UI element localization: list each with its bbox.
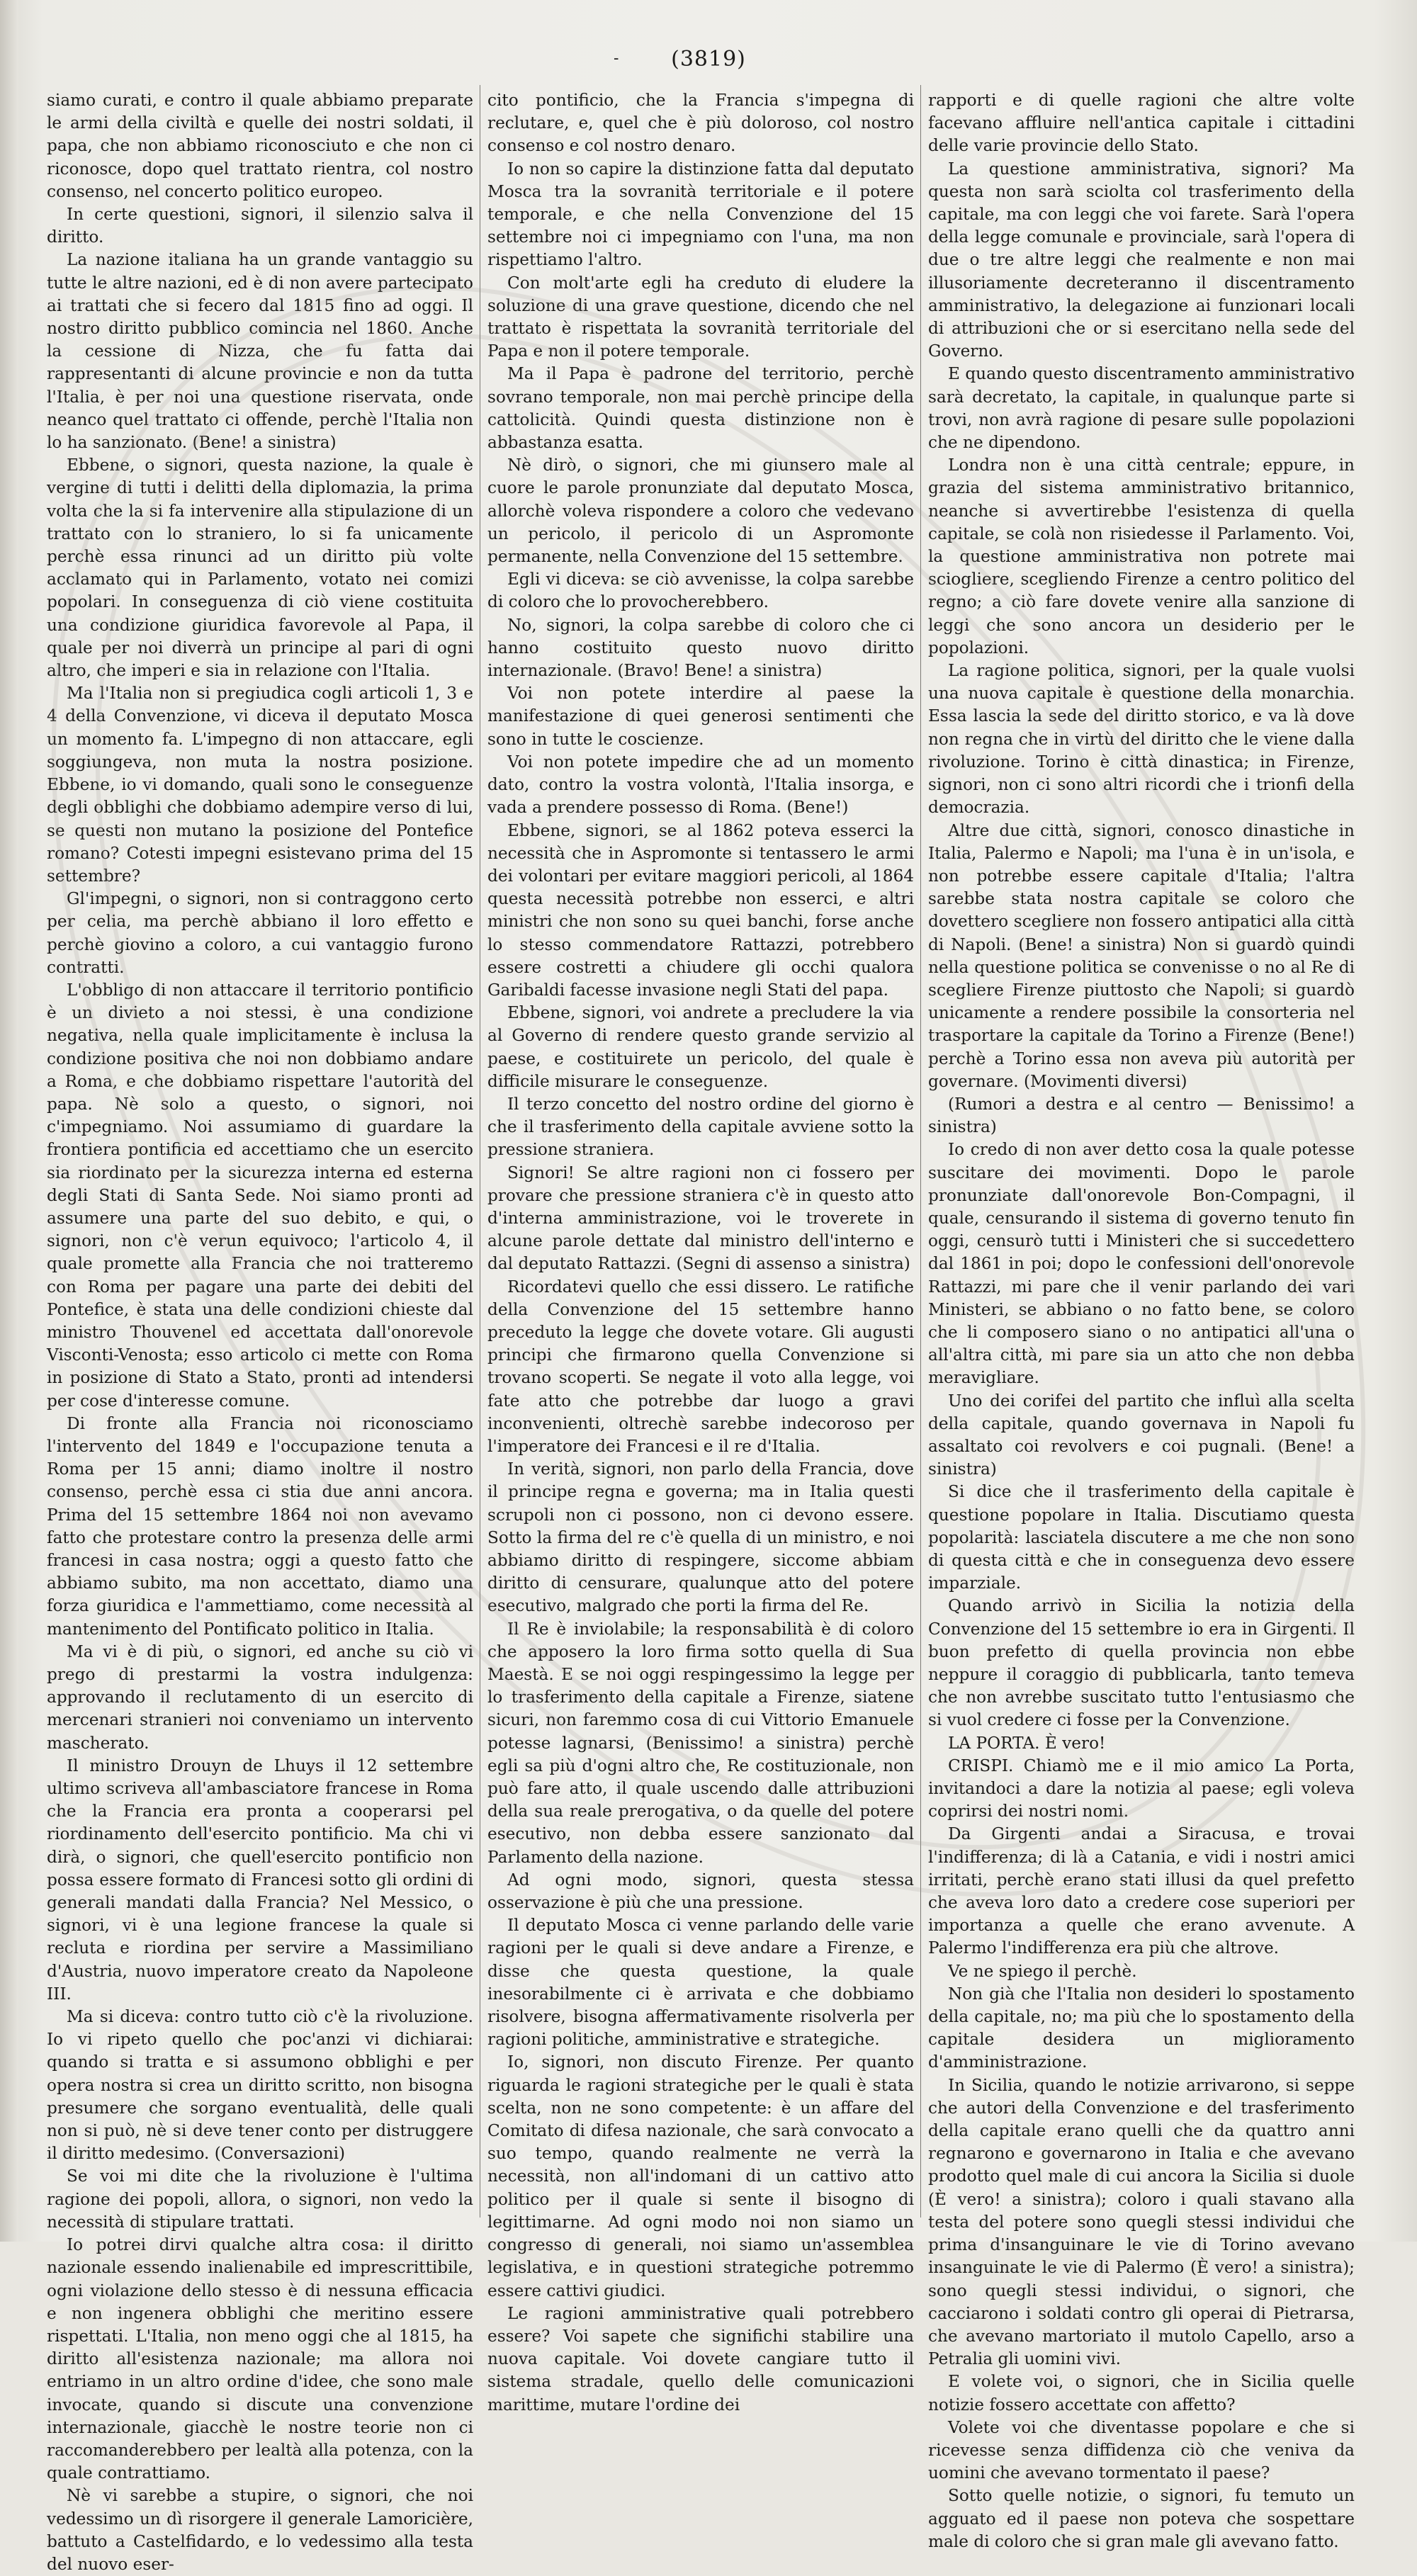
paragraph: La ragione politica, signori, per la quale vuolsi una nuova capitale è questione della monarchia. Essa lascia la sede del diritto storico, e va là dove non regna che in virtù del diritto che le viene dalla rivoluzione. Torino è città dinastica; in Firenze, signori, non ci sono altri ricordi che i trionfi della democrazia. (928, 661, 1355, 818)
column-divider-2 (920, 85, 921, 2218)
text-column-3 (928, 89, 1355, 2551)
paragraph: cito pontificio, che la Francia s'impegna di reclutare, e, quel che è più doloroso, col nostro consenso e col nostro denaro. (487, 91, 914, 156)
page-header (0, 47, 1417, 72)
paragraph: Signori! Se altre ragioni non ci fossero per provare che pressione straniera c'è in questo atto d'interna amministrazione, voi le troverete in alcune parole dettate dal ministro dell'interno e dal deputato Rattazzi. (Segni di assenso a sinistra) (487, 1163, 914, 1274)
paragraph: Ad ogni modo, signori, questa stessa osservazione è più che una pressione. (487, 1870, 914, 1913)
paragraph: E volete voi, o signori, che in Sicilia quelle notizie fossero accettate con affetto? (928, 2372, 1355, 2414)
text-column-2 (487, 89, 914, 2414)
paragraph: Ve ne spiego il perchè. (948, 1961, 1137, 1981)
paragraph: E quando questo discentramento amministrativo sarà decretato, la capitale, in qualunque parte si trovi, non avrà ragione di pesare sulle popolazioni che ne dipendono. (928, 364, 1355, 453)
paragraph: La questione amministrativa, signori? Ma questa non sarà sciolta col trasferimento della capitale, ma con leggi che voi farete. Sarà l'opera della legge comunale e provinciale, sarà l'opera di due o tre altre leggi che realmente e non mai illusoriamente decreteranno il discentramento amministrativo, la delegazione ai funzionari locali di attribuzioni che or si esercitano nella sede del Governo. (928, 159, 1355, 361)
paragraph: Uno dei corifei del partito che influì alla scelta della capitale, quando governava in Napoli fu assaltato coi revolvers e coi pugnali. (Bene! a sinistra) (928, 1391, 1355, 1479)
paragraph: La nazione italiana ha un grande vantaggio su tutte le altre nazioni, ed è di non avere partecipato ai trattati che si fecero dal 1815 fino ad oggi. Il nostro diritto pubblico comincia nel 1860. Anche la cessione di Nizza, che fu fatta dai rappresentanti di alcune provincie e non da tutta l'Italia, è per noi una questione riservata, onde neanco quel trattato ci offende, perchè l'Italia non lo ha sanzionato. (Bene! a sinistra) (47, 250, 473, 453)
paragraph: Volete voi che diventasse popolare e che si ricevesse senza diffidenza ciò che veniva da uomini che avevano tormentato il paese? (928, 2417, 1355, 2483)
paragraph: Da Girgenti andai a Siracusa, e trovai l'indifferenza; di là a Catania, e vidi i nostri amici irritati, perchè erano stati illusi da quel prefetto che aveva loro dato a credere cose superiori per importanza a quelle che erano avvenute. A Palermo l'indifferenza era più che altrove. (928, 1824, 1355, 1958)
paragraph: Io, signori, non discuto Firenze. Per quanto riguarda le ragioni strategiche per le quali è stata scelta, non ne sono competente: è un affare del Comitato di difesa nazionale, che sarà convocato a suo tempo, quando realmente ne verrà la necessità, non all'indomani di un cattivo atto politico per il quale si sente il bisogno di legittimarne. Ad ogni modo noi non siamo un congresso di generali, noi siamo un'assemblea legislativa, e in questioni strategiche potremmo essere cattivi giudici. (487, 2052, 914, 2300)
paragraph: Ma il Papa è padrone del territorio, perchè sovrano temporale, non mai perchè principe della cattolicità. Quindi questa distinzione non è abbastanza esatta. (487, 364, 914, 453)
paragraph: Ma l'Italia non si pregiudica cogli articoli 1, 3 e 4 della Convenzione, vi diceva il deputato Mosca un momento fa. L'impegno di non attaccare, egli soggiungeva, non muta la nostra posizione. Ebbene, io vi domando, quali sono le conseguenze degli obblighi che dobbiamo adempire verso di lui, se questi non mutano la posizione del Pontefice romano? Cotesti impegni esistevano prima del 15 settembre? (47, 684, 473, 886)
paragraph: Il terzo concetto del nostro ordine del giorno è che il trasferimento della capitale avviene sotto la pressione straniera. (487, 1094, 914, 1160)
paragraph: Quando arrivò in Sicilia la notizia della Convenzione del 15 settembre io era in Girgenti. Il buon prefetto di quella provincia non ebbe neppure il coraggio di pubblicarla, tanto temeva che non avrebbe suscitato tutto l'entusiasmo che si vuol credere ci fosse per la Convenzione. (928, 1596, 1355, 1730)
paragraph: In certe questioni, signori, il silenzio salva il diritto. (47, 205, 473, 247)
paragraph: Ricordatevi quello che essi dissero. Le ratifiche della Convenzione del 15 settembre hanno preceduto la legge che dovete votare. Gli augusti principi che firmarono quella Convenzione si trovano scoperti. Se negate il voto alla legge, voi fate atto che potrebbe dar luogo a gravi inconvenienti, oltrechè sarebbe indecoroso per l'imperatore dei Francesi e il re d'Italia. (487, 1277, 914, 1456)
paragraph: In verità, signori, non parlo della Francia, dove il principe regna e governa; ma in Italia questi scrupoli non ci possono, non ci devono essere. Sotto la firma del re c'è quella di un ministro, e noi abbiamo diritto di respingere, siccome abbiam diritto di censurare, qualunque atto del potere esecutivo, malgrado che porti la firma del Re. (487, 1459, 914, 1616)
paragraph: Io potrei dirvi qualche altra cosa: il diritto nazionale essendo inalienabile ed imprescrittibile, ogni violazione dello stesso è di nessuna efficacia e non ingenera obblighi che meritino essere rispettati. L'Italia, non meno oggi che al 1815, ha diritto all'esistenza nazionale; ma allora noi entriamo in un altro ordine d'idee, che sono male invocate, quando si discute una convenzione internazionale, giacchè le nostre teorie non ci raccomanderebbero per lealtà alla potenza, con la quale contrattiamo. (47, 2235, 473, 2483)
paragraph: No, signori, la colpa sarebbe di coloro che ci hanno costituito questo nuovo diritto internazionale. (Bravo! Bene! a sinistra) (487, 615, 914, 681)
header-dash: - (614, 50, 620, 67)
paragraph: Nè vi sarebbe a stupire, o signori, che noi vedessimo un dì risorgere il generale Lamoricière, battuto a Castelfidardo, e lo vedessimo alla testa del nuovo eser- (47, 2486, 473, 2574)
paragraph: Sotto quelle notizie, o signori, fu temuto un agguato ed il paese non poteva che sospettare male di coloro che si gran male gli avevano fatto. (928, 2486, 1355, 2551)
paragraph: Nè dirò, o signori, che mi giunsero male al cuore le parole pronunziate dal deputato Mosca, allorchè voleva rispondere a coloro che vedevano un pericolo, il pericolo di un Aspromonte permanente, nella Convenzione del 15 settembre. (487, 456, 914, 567)
paragraph: Io non so capire la distinzione fatta dal deputato Mosca tra la sovranità territoriale e il potere temporale, e che nella Convenzione del 15 settembre noi ci impegniamo con l'una, ma non rispettiamo l'altro. (487, 159, 914, 270)
paragraph: Gl'impegni, o signori, non si contraggono certo per celia, ma perchè abbiano il loro effetto e perchè giovino a coloro, a cui vantaggio furono contratti. (47, 889, 473, 977)
paragraph: Non già che l'Italia non desideri lo spostamento della capitale, no; ma più che lo spostamento della capitale desidera un miglioramento d'amministrazione. (928, 1984, 1355, 2072)
paragraph: Ma si diceva: contro tutto ciò c'è la rivoluzione. Io vi ripeto quello che poc'anzi vi dichiarai: quando si tratta e si assumono obblighi e per opera nostra si crea un diritto scritto, non bisogna presumere che sorgano eventualità, delle quali non si può, nè si deve tener conto per distruggere il diritto medesimo. (Conversazioni) (47, 2007, 473, 2164)
paragraph: Si dice che il trasferimento della capitale è questione popolare in Italia. Discutiamo questa popolarità: lasciatela discutere a me che non sono di questa città e che in conseguenza devo essere imparziale. (928, 1482, 1355, 1593)
paragraph: In Sicilia, quando le notizie arrivarono, si seppe che autori della Convenzione e del trasferimento della capitale erano quelli che da quattro anni regnarono e governarono in Italia e che avevano prodotto quel male di cui ancora la Sicilia si duole (È vero! a sinistra); coloro i quali stavano alla testa del potere sono quegli stessi individui che prima d'insanguinare le vie di Torino avevano insanguinate le vie di Palermo (È vero! a sinistra); sono quegli stessi individui, o signori, che cacciarono i soldati contro gli operai di Pietrarsa, che avevano martoriato il mutolo Capello, arso a Petralia gli uomini vivi. (928, 2075, 1355, 2369)
text-column-1 (47, 89, 473, 2574)
paragraph: Ebbene, signori, voi andrete a precludere la via al Governo di rendere questo grande servizio al paese, e costituirete un pericolo, del quale è difficile misurare le conseguenze. (487, 1003, 914, 1091)
page-number: (3819) (671, 47, 746, 72)
paragraph: Egli vi diceva: se ciò avvenisse, la colpa sarebbe di coloro che lo provocherebbero. (487, 570, 914, 612)
paragraph: Ma vi è di più, o signori, ed anche su ciò vi prego di prestarmi la vostra indulgenza: approvando il reclutamento di un esercito di mercenari stranieri noi conveniamo un intervento mascherato. (47, 1642, 473, 1753)
paragraph: Il ministro Drouyn de Lhuys il 12 settembre ultimo scriveva all'ambasciatore francese in Roma che la Francia era pronta a cooperarsi pel riordinamento dell'esercito pontificio. Ma chi vi dirà, o signori, che quell'esercito pontificio non possa essere formato di Francesi sotto gli ordini di generali mandati dalla Francia? Nel Messico, o signori, vi è una legione francese la quale si recluta e riordina per servire a Massimiliano d'Austria, nuovo imperatore creato da Napoleone III. (47, 1756, 473, 2004)
paragraph: Ebbene, signori, se al 1862 poteva esserci la necessità che in Aspromonte si tentassero le armi dei volontari per evitare maggiori pericoli, al 1864 questa necessità potrebbe non esserci, e altri ministri che non sono su quei banchi, forse anche lo stesso commendatore Rattazzi, potrebbero essere costretti a chiudere gli occhi qualora Garibaldi facesse invasione negli Stati del papa. (487, 820, 914, 1000)
paragraph: Ebbene, o signori, questa nazione, la quale è vergine di tutti i delitti della diplomazia, la prima volta che la si fa intervenire alla stipulazione di un trattato con lo straniero, lo si fa unicamente perchè essa rinunci ad un diritto più volte acclamato qui in Parlamento, votato nei comizi popolari. In conseguenza di ciò viene costituita una condizione giuridica favorevole al Papa, il quale per noi diverrà un principe al pari di ogni altro, che imperi e sia in relazione con l'Italia. (47, 456, 473, 681)
paragraph: Londra non è una città centrale; eppure, in grazia del sistema amministrativo britannico, neanche si avvertirebbe l'esistenza di quella capitale, se colà non risiedesse il Parlamento. Voi, la questione amministrativa non potrete mai sciogliere, scegliendo Firenze a centro politico del regno; a ciò fare dovete venire alla sanzione di leggi che sono ancora un desiderio per le popolazioni. (928, 456, 1355, 657)
paragraph: (Rumori a destra e al centro — Benissimo! a sinistra) (928, 1094, 1355, 1137)
paragraph: Il deputato Mosca ci venne parlando delle varie ragioni per le quali si deve andare a Firenze, e disse che questa questione, la quale inesorabilmente ci è arrivata e che dobbiamo risolvere, bisogna affermativamente risolverla per ragioni politiche, amministrative e strategiche. (487, 1916, 914, 2050)
page-binding-edge (0, 0, 18, 2242)
paragraph: rapporti e di quelle ragioni che altre volte facevano affluire nell'antica capitale i cittadini delle varie provincie dello Stato. (928, 91, 1355, 156)
paragraph: CRISPI. Chiamò me e il mio amico La Porta, invitandoci a dare la notizia al paese; egli voleva coprirsi dei nostri nomi. (928, 1756, 1355, 1821)
paragraph: Voi non potete interdire al paese la manifestazione di quei generosi sentimenti che sono in tutte le coscienze. (487, 684, 914, 749)
paragraph: Se voi mi dite che la rivoluzione è l'ultima ragione dei popoli, allora, o signori, non vedo la necessità di stipulare trattati. (47, 2167, 473, 2232)
paragraph: siamo curati, e contro il quale abbiamo preparate le armi della civiltà e quelle dei nostri soldati, il papa, che non abbiamo riconosciuto e che non ci riconosce, dopo quel trattato rientra, col nostro consenso, nel concerto politico europeo. (47, 91, 473, 201)
paragraph: Il Re è inviolabile; la responsabilità è di coloro che apposero la loro firma sotto quella di Sua Maestà. E se noi oggi respingessimo la legge per lo trasferimento della capitale a Firenze, siatene sicuri, non faremmo cosa di cui Vittorio Emanuele potesse lagnarsi, (Benissimo! a sinistra) perchè egli sa più d'ogni altro che, Re costituzionale, non può fare atto, il quale uscendo dalle attribuzioni della sua reale prerogativa, o da quelle del potere esecutivo, non debba essere sanzionato dal Parlamento della nazione. (487, 1619, 914, 1867)
paragraph: Voi non potete impedire che ad un momento dato, contro la vostra volontà, l'Italia insorga, e vada a prendere possesso di Roma. (Bene!) (487, 752, 914, 818)
paragraph: Altre due città, signori, conosco dinastiche in Italia, Palermo e Napoli; ma l'una è in un'isola, e non potrebbe essere capitale d'Italia; l'altra sarebbe stata nostra capitale se coloro che dovettero scegliere non fossero antipatici alla città di Napoli. (Bene! a sinistra) Non si guardò quindi nella questione politica se convenisse o no al Re di scegliere Firenze piuttosto che Napoli; si guardò unicamente a rendere possibile la consorteria nel trasportare la capitale da Torino a Firenze (Bene!) perchè a Torino essa non aveva più autorità per governare. (Movimenti diversi) (928, 820, 1355, 1091)
paragraph: Io credo di non aver detto cosa la quale potesse suscitare dei movimenti. Dopo le parole pronunziate dall'onorevole Bon-Compagni, il quale, censurando il sistema di governo tenuto fin oggi, censurò tutti i Ministeri che si succedettero dal 1861 in poi; dopo le confessioni dell'onorevole Rattazzi, mi pare che il venir parlando dei vari Ministeri, se abbiano o no fatto bene, se coloro che li composero siano o no antipatici all'una o all'altra città, mi pare sia un atto che non debba meravigliare. (928, 1140, 1355, 1388)
paragraph: Di fronte alla Francia noi riconosciamo l'intervento del 1849 e l'occupazione tenuta a Roma per 15 anni; diamo inoltre il nostro consenso, perchè essa ci stia due anni ancora. Prima del 15 settembre 1864 noi non avevamo fatto che protestare contro la presenza delle armi francesi in casa nostra; oggi a questo fatto che abbiamo subito, ma non accettato, diamo una forza giuridica e l'ammettiamo, come necessità al mantenimento del Pontificato politico in Italia. (47, 1413, 473, 1639)
paragraph: L'obbligo di non attaccare il territorio pontificio è un divieto a noi stessi, è una condizione negativa, nella quale implicitamente è inclusa la condizione positiva che noi non dobbiamo andare a Roma, e che dobbiamo rispettare l'autorità del papa. Nè solo a questo, o signori, noi c'impegniamo. Noi assumiamo di guardare la frontiera pontificia ed accettiamo che un esercito sia riordinato per la sicurezza interna ed esterna degli Stati di Santa Sede. Noi siamo pronti ad assumere una parte del suo debito, e qui, o signori, non c'è verun equivoco; l'articolo 4, il quale promette alla Francia che noi tratteremo con Roma per pagare una parte dei debiti del Pontefice, è stata una delle condizioni chieste dal ministro Thouvenel ed accettata dall'onorevole Visconti-Venosta; esso articolo ci mette con Roma in posizione di Stato a Stato, pronti ad intendersi per cose d'interesse comune. (47, 980, 473, 1411)
paragraph: Con molt'arte egli ha creduto di eludere la soluzione di una grave questione, dicendo che nel trattato è rispettata la sovranità territoriale del Papa e non il potere temporale. (487, 273, 914, 361)
paragraph: Le ragioni amministrative quali potrebbero essere? Voi sapete che significhi stabilire una nuova capitale. Voi dovete cangiare tutto il sistema stradale, quello delle comunicazioni marittime, mutare l'ordine dei (487, 2303, 914, 2414)
paragraph: LA PORTA. È vero! (948, 1733, 1106, 1753)
